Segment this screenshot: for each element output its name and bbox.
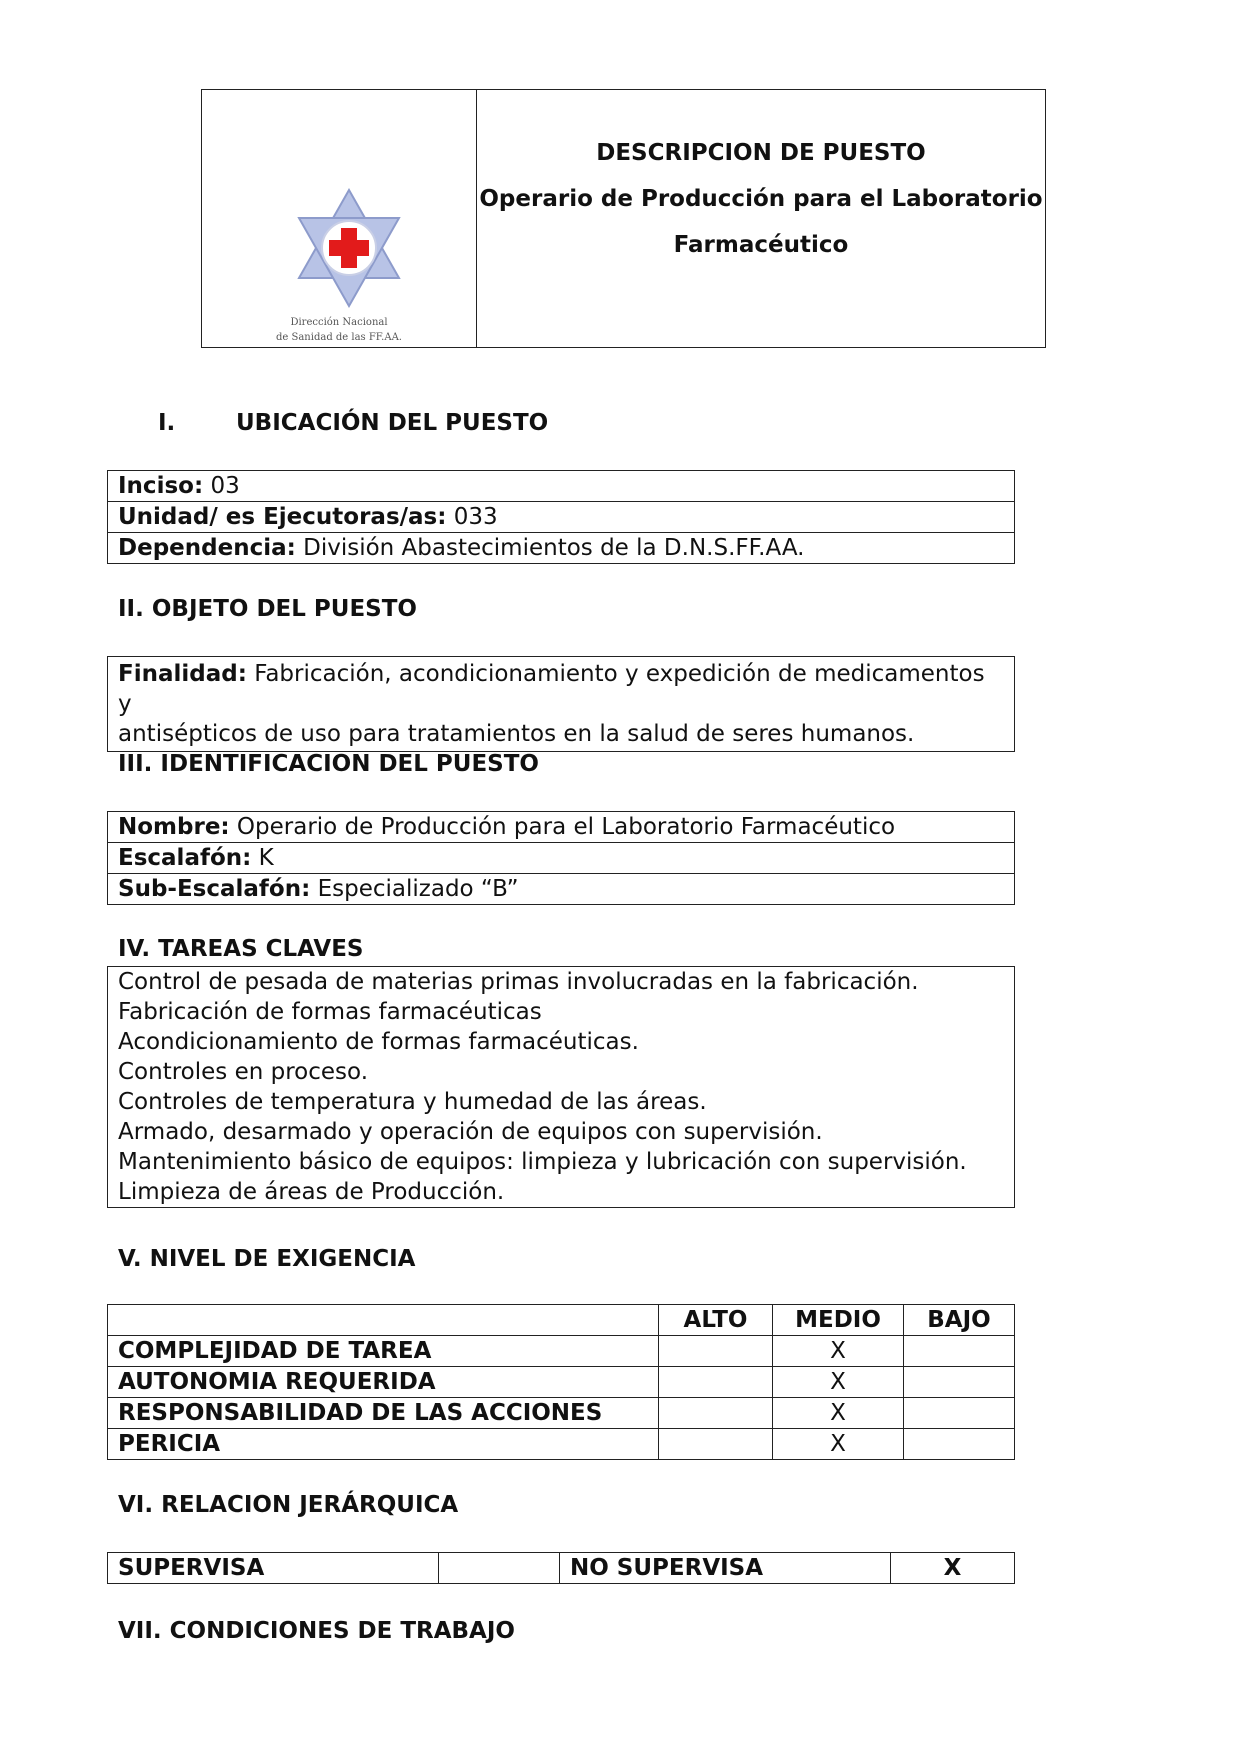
no-supervisa-value: X xyxy=(891,1553,1015,1584)
list-item: Mantenimiento básico de equipos: limpieza y lubricación con supervisión. xyxy=(118,1149,967,1175)
table-row xyxy=(108,533,1015,564)
cell-alto xyxy=(659,1398,773,1429)
section-heading-relacion: VI. RELACION JERÁRQUICA xyxy=(118,1492,459,1518)
header-medio: MEDIO xyxy=(773,1305,904,1336)
table-row xyxy=(108,812,1015,843)
cell-bajo xyxy=(904,1336,1015,1367)
cell-medio: X xyxy=(773,1336,904,1367)
section-heading-condiciones: VII. CONDICIONES DE TRABAJO xyxy=(118,1618,515,1644)
document-type-title: DESCRIPCION DE PUESTO xyxy=(596,140,926,166)
field-label: Escalafón: xyxy=(118,845,252,871)
field-value: K xyxy=(251,845,274,871)
field-label: Unidad/ es Ejecutoras/as: xyxy=(118,504,447,530)
section-heading-tareas: IV. TAREAS CLAVES xyxy=(118,936,364,962)
cell-medio: X xyxy=(773,1367,904,1398)
field-value: 033 xyxy=(446,504,498,530)
table-row xyxy=(108,502,1015,533)
cell-alto xyxy=(659,1336,773,1367)
finalidad-line1: Fabricación, acondicionamiento y expedición de medicamentos y xyxy=(118,661,985,717)
list-item: Control de pesada de materias primas involucradas en la fabricación. xyxy=(118,969,919,995)
field-value: 03 xyxy=(203,473,240,499)
field-value: Operario de Producción para el Laboratorio Farmacéutico xyxy=(229,814,896,840)
cell-alto xyxy=(659,1429,773,1460)
field-label: Sub-Escalafón: xyxy=(118,876,311,902)
section-heading-ubicacion xyxy=(158,410,548,436)
header-title-cell xyxy=(477,90,1046,348)
table-header-row xyxy=(108,1305,1015,1336)
relacion-jerarquica-table xyxy=(107,1552,1015,1584)
list-item: Limpieza de áreas de Producción. xyxy=(118,1179,505,1205)
row-label: AUTONOMIA REQUERIDA xyxy=(108,1367,659,1398)
field-value: División Abastecimientos de la D.N.S.FF.AA. xyxy=(295,535,805,561)
section-heading-objeto: II. OBJETO DEL PUESTO xyxy=(118,596,417,622)
section-heading-nivel: V. NIVEL DE EXIGENCIA xyxy=(118,1246,416,1272)
ubicacion-table xyxy=(107,470,1015,564)
list-item: Fabricación de formas farmacéuticas xyxy=(118,999,542,1025)
table-row xyxy=(108,471,1015,502)
position-title-line1: Operario de Producción para el Laboratorio xyxy=(479,186,1043,212)
dnsffaa-logo-icon xyxy=(294,188,404,308)
field-value: Especializado “B” xyxy=(310,876,519,902)
table-row xyxy=(108,1367,1015,1398)
table-row xyxy=(108,1398,1015,1429)
cell-bajo xyxy=(904,1398,1015,1429)
cell-medio: X xyxy=(773,1429,904,1460)
table-row xyxy=(108,843,1015,874)
header-bajo: BAJO xyxy=(904,1305,1015,1336)
field-label: Finalidad: xyxy=(118,661,247,687)
section-number: I. xyxy=(158,410,176,436)
list-item: Controles en proceso. xyxy=(118,1059,369,1085)
logo-cell xyxy=(202,90,477,348)
cell-bajo xyxy=(904,1367,1015,1398)
tareas-table xyxy=(107,966,1015,1208)
row-label: RESPONSABILIDAD DE LAS ACCIONES xyxy=(108,1398,659,1429)
cell-medio: X xyxy=(773,1398,904,1429)
row-label: COMPLEJIDAD DE TAREA xyxy=(108,1336,659,1367)
section-heading-identificacion: III. IDENTIFICACION DEL PUESTO xyxy=(118,751,539,777)
section-title: UBICACIÓN DEL PUESTO xyxy=(236,410,549,436)
no-supervisa-label: NO SUPERVISA xyxy=(560,1553,891,1584)
list-item: Armado, desarmado y operación de equipos con supervisión. xyxy=(118,1119,823,1145)
position-title-line2: Farmacéutico xyxy=(673,232,849,258)
table-row xyxy=(108,874,1015,905)
field-label: Nombre: xyxy=(118,814,230,840)
nivel-exigencia-table xyxy=(107,1304,1015,1460)
table-row xyxy=(108,1553,1015,1584)
document-header xyxy=(201,89,1046,348)
row-label: PERICIA xyxy=(108,1429,659,1460)
cell-bajo xyxy=(904,1429,1015,1460)
list-item: Acondicionamiento de formas farmacéuticas. xyxy=(118,1029,639,1055)
table-row xyxy=(108,1429,1015,1460)
objeto-table xyxy=(107,656,1015,752)
table-row xyxy=(108,1336,1015,1367)
identificacion-table xyxy=(107,811,1015,905)
field-label: Dependencia: xyxy=(118,535,296,561)
logo-text-line2: de Sanidad de las FF.AA. xyxy=(276,332,402,343)
supervisa-label: SUPERVISA xyxy=(108,1553,439,1584)
finalidad-line2: antisépticos de uso para tratamientos en la salud de seres humanos. xyxy=(118,721,915,747)
cell-alto xyxy=(659,1367,773,1398)
header-alto: ALTO xyxy=(659,1305,773,1336)
supervisa-value xyxy=(439,1553,560,1584)
list-item: Controles de temperatura y humedad de las áreas. xyxy=(118,1089,707,1115)
logo-text-line1: Dirección Nacional xyxy=(290,317,388,328)
field-label: Inciso: xyxy=(118,473,204,499)
